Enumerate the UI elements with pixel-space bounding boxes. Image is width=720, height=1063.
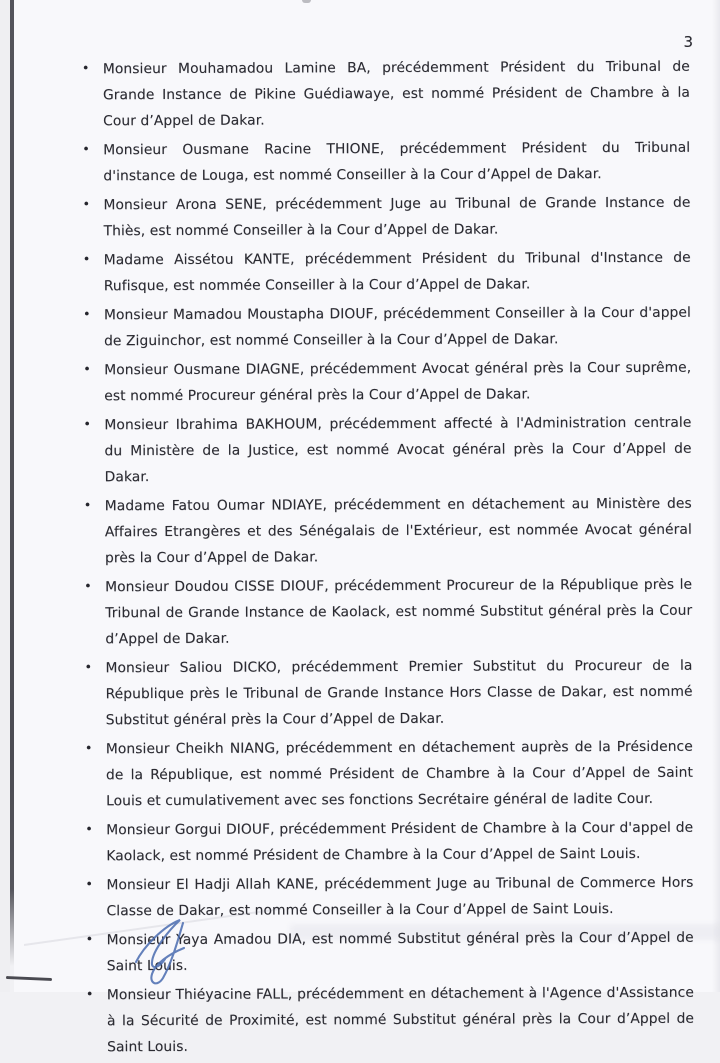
bullet-icon: • <box>85 987 94 1003</box>
appointment-text: Monsieur Arona SENE, précédemment Juge au Tribunal de Grande Instance de Thiès, est nommé Conseiller à la Cour d’Appel de Dakar. <box>103 194 691 240</box>
scan-right-shade <box>712 0 720 992</box>
appointment-text: Monsieur Gorgui DIOUF, précédemment Président de Chambre à la Cour d'appel de Kaolack, est nommé Président de Chambre à la Cour d’Appel de Saint Louis. <box>106 819 694 865</box>
appointment-item <box>84 572 692 653</box>
appointment-item <box>83 410 691 491</box>
bullet-icon: • <box>81 61 90 77</box>
bullet-icon: • <box>83 498 92 514</box>
scan-gutter-left <box>0 0 10 992</box>
appointment-text: Madame Fatou Oumar NDIAYE, précédemment en détachement au Ministère des Affaires Etrangères et des Sénégalais de l'Extérieur, est nommée Avocat général près la Cour d’Appel de Dakar. <box>104 495 692 567</box>
appointment-item <box>83 245 691 300</box>
page-number: 3 <box>683 33 693 51</box>
appointment-text: Monsieur Thiéyacine FALL, précédemment en détachement à l'Agence d'Assistance à la Sécurité de Proximité, est nommé Substitut général près la Cour d’Appel de Saint Louis. <box>106 984 695 1056</box>
appointment-text: Monsieur Saliou DICKO, précédemment Premier Substitut du Procureur de la République près le Tribunal de Grande Instance Hors Classe de Dakar, est nommé Substitut général près la Cour d’Appel de Dakar. <box>105 657 693 729</box>
appointment-item <box>84 653 692 734</box>
bullet-icon: • <box>84 741 93 757</box>
appointment-text: Monsieur Yaya Amadou DIA, est nommé Substitut général près la Cour d’Appel de Saint Louis. <box>106 929 694 975</box>
appointment-text: Monsieur Ibrahima BAKHOUM, précédemment affecté à l'Administration centrale du Ministère de la Justice, est nommé Avocat général près la Cour d’Appel de Dakar. <box>104 414 692 486</box>
bullet-icon: • <box>85 877 94 893</box>
appointment-text: Monsieur Doudou CISSE DIOUF, précédemment Procureur de la République près le Tribunal de Grande Instance de Kaolack, est nommé Substitut général près la Cour d’Appel de Dakar. <box>105 576 693 648</box>
appointment-text: Madame Aissétou KANTE, précédemment Président du Tribunal d'Instance de Rufisque, est nommée Conseiller à la Cour d’Appel de Dakar. <box>103 249 691 295</box>
appointment-item <box>82 135 690 190</box>
appointment-item <box>82 190 690 245</box>
appointment-item <box>85 734 693 815</box>
bullet-icon: • <box>83 362 91 378</box>
appointment-item <box>84 491 692 572</box>
appointment-text: Monsieur Cheikh NIANG, précédemment en détachement auprès de la Présidence de la République, est nommé Président de Chambre à la Cour d’Appel de Saint Louis et cumulativement avec ses fonctions Secrétaire général de ladite Cour. <box>105 738 693 810</box>
appointment-item <box>82 54 690 135</box>
bullet-icon: • <box>82 197 91 213</box>
appointment-text: Monsieur Mouhamadou Lamine BA, précédemment Président du Tribunal de Grande Instance de Pikine Guédiawaye, est nommé Président de Chambre à la Cour d’Appel de Dakar. <box>102 58 691 130</box>
bullet-icon: • <box>85 822 93 838</box>
bullet-icon: • <box>82 142 90 158</box>
bullet-icon: • <box>84 660 93 676</box>
bullet-icon: • <box>85 932 94 948</box>
handwritten-signature-paraph <box>124 910 208 994</box>
scan-artifact-speck <box>302 0 311 3</box>
bullet-icon: • <box>83 417 92 433</box>
appointment-item <box>83 355 691 410</box>
bullet-icon: • <box>82 307 91 323</box>
appointment-item <box>85 815 693 870</box>
bullet-icon: • <box>84 579 92 595</box>
bullet-icon: • <box>82 252 91 268</box>
appointment-text: Monsieur Ousmane DIAGNE, précédemment Avocat général près la Cour suprême, est nommé Procureur général près la Cour d’Appel de Dakar. <box>104 359 692 405</box>
appointment-text: Monsieur El Hadji Allah KANE, précédemment Juge au Tribunal de Commerce Hors Classe de Dakar, est nommé Conseiller à la Cour d’Appel de Saint Louis. <box>106 874 694 920</box>
appointment-text: Monsieur Ousmane Racine THIONE, précédemment Président du Tribunal d'instance de Louga, est nommé Conseiller à la Cour d’Appel de Dakar. <box>103 139 691 185</box>
appointment-item <box>83 300 691 355</box>
appointment-text: Monsieur Mamadou Moustapha DIOUF, précédemment Conseiller à la Cour d'appel de Ziguinchor, est nommé Conseiller à la Cour d’Appel de Dakar. <box>103 304 691 350</box>
